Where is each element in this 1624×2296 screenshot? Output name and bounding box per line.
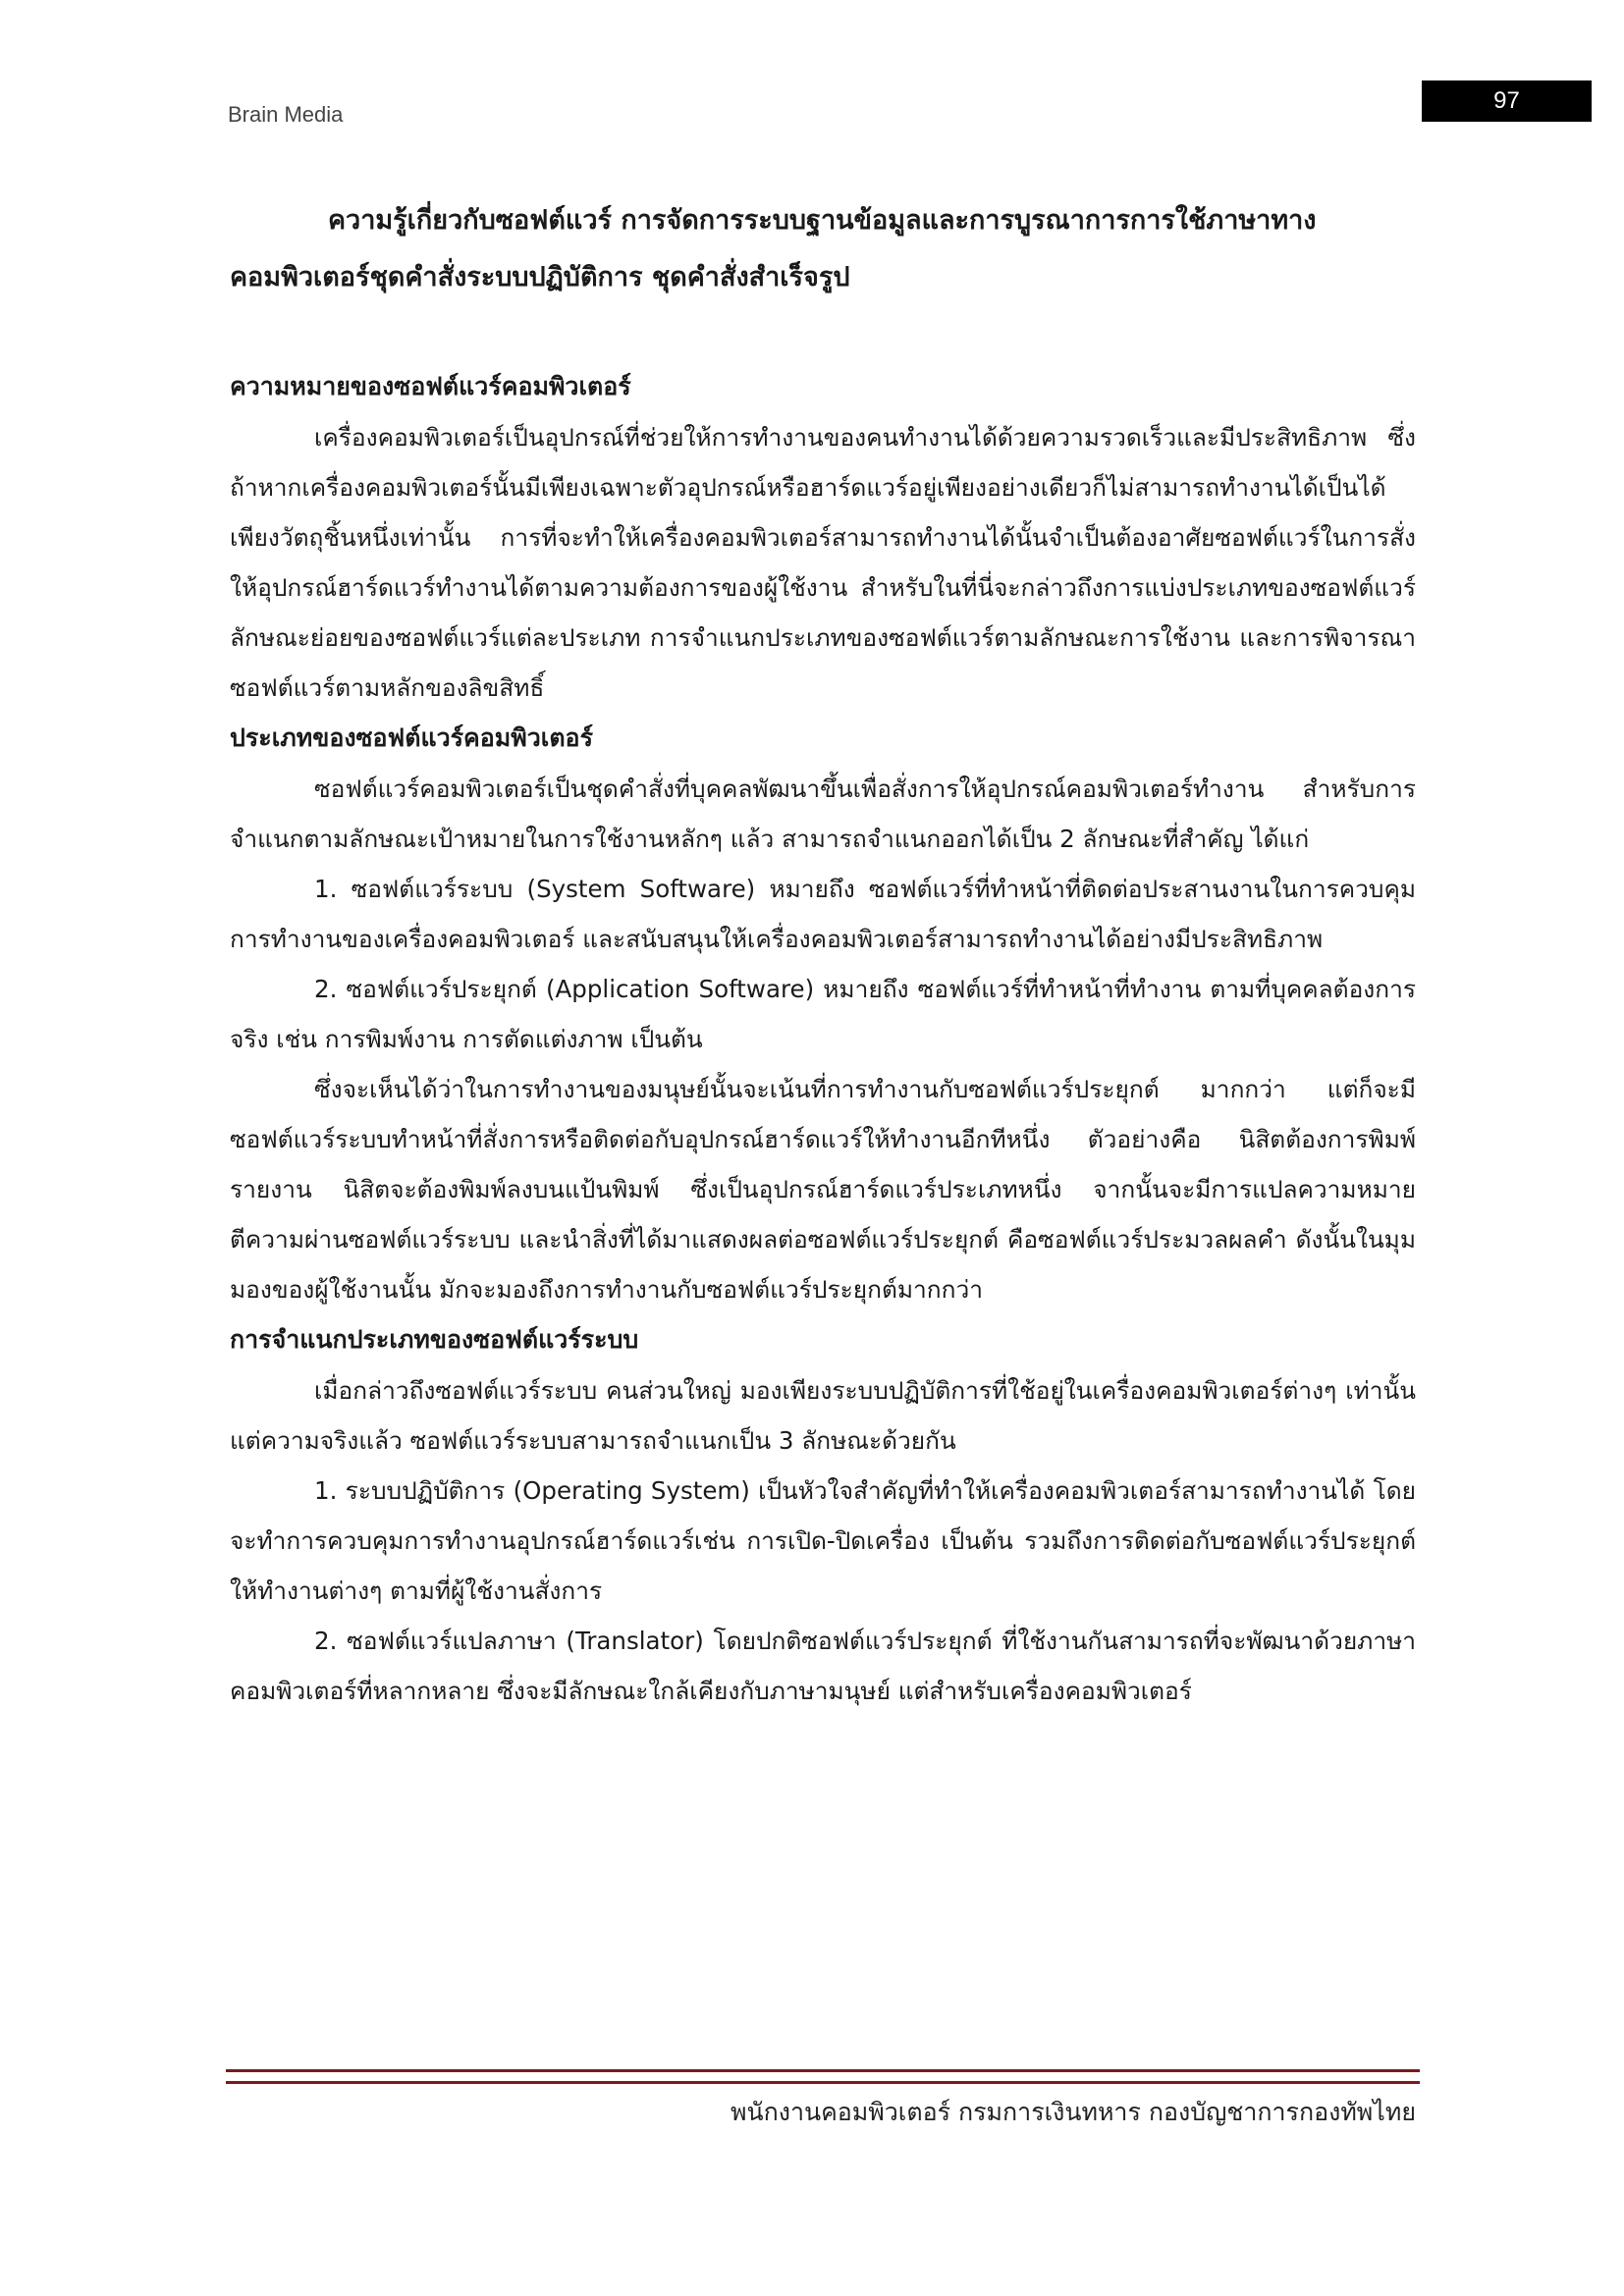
section-heading: ความหมายของซอฟต์แวร์คอมพิวเตอร์: [230, 372, 631, 400]
paragraph: ซึ่งจะเห็นได้ว่าในการทำงานของมนุษย์นั้นจะเน้นที่การทำงานกับซอฟต์แวร์ประยุกต์ มากกว่า แต่ก็จะมีซอฟต์แวร์ระบบทำหน้าที่สั่งการหรือติดต่อกับอุปกรณ์ฮาร์ดแวร์ให้ทำงานอีกทีหนึ่ง ตัวอย่างคือ นิสิตต้องการพิมพ์รายงาน นิสิตจะต้องพิมพ์ลงบนแป้นพิมพ์ ซึ่งเป็นอุปกรณ์ฮาร์ดแวร์ประเภทหนึ่ง จากนั้นจะมีการแปลความหมายตีความผ่านซอฟต์แวร์ระบบ และนำสิ่งที่ได้มาแสดงผลต่อซอฟต์แวร์ประยุกต์ คือซอฟต์แวร์ประมวลผลคำ ดังนั้นในมุมมองของผู้ใช้งานนั้น มักจะมองถึงการทำงานกับซอฟต์แวร์ประยุกต์มากกว่า: [230, 1075, 1416, 1304]
paragraph: 2. ซอฟต์แวร์ประยุกต์ (Application Software) หมายถึง ซอฟต์แวร์ที่ทำหน้าที่ทำงาน ตามที่บุคคลต้องการจริง เช่น การพิมพ์งาน การตัดแต่งภาพ เป็นต้น: [230, 975, 1416, 1053]
document-body: [230, 192, 1416, 1716]
section-heading: การจำแนกประเภทของซอฟต์แวร์ระบบ: [230, 1325, 639, 1354]
paragraph: 1. ซอฟต์แวร์ระบบ (System Software) หมายถึง ซอฟต์แวร์ที่ทำหน้าที่ติดต่อประสานงานในการควบคุมการทำงานของเครื่องคอมพิวเตอร์ และสนับสนุนให้เครื่องคอมพิวเตอร์สามารถทำงานได้อย่างมีประสิทธิภาพ: [230, 875, 1416, 953]
paragraph: เครื่องคอมพิวเตอร์เป็นอุปกรณ์ที่ช่วยให้การทำงานของคนทำงานได้ด้วยความรวดเร็วและมีประสิทธิภาพ ซึ่งถ้าหากเครื่องคอมพิวเตอร์นั้นมีเพียงเฉพาะตัวอุปกรณ์หรือฮาร์ดแวร์อยู่เพียงอย่างเดียวก็ไม่สามารถทำงานได้เป็นได้เพียงวัตถุชิ้นหนึ่งเท่านั้น การที่จะทำให้เครื่องคอมพิวเตอร์สามารถทำงานได้นั้นจำเป็นต้องอาศัยซอฟต์แวร์ในการสั่งให้อุปกรณ์ฮาร์ดแวร์ทำงานได้ตามความต้องการของผู้ใช้งาน สำหรับในที่นี่จะกล่าวถึงการแบ่งประเภทของซอฟต์แวร์ ลักษณะย่อยของซอฟต์แวร์แต่ละประเภท การจำแนกประเภทของซอฟต์แวร์ตามลักษณะการใช้งาน และการพิจารณาซอฟต์แวร์ตามหลักของลิขสิทธิ์: [230, 423, 1416, 702]
paragraph: ซอฟต์แวร์คอมพิวเตอร์เป็นชุดคำสั่งที่บุคคลพัฒนาขึ้นเพื่อสั่งการให้อุปกรณ์คอมพิวเตอร์ทำงาน สำหรับการจำแนกตามลักษณะเป้าหมายในการใช้งานหลักๆ แล้ว สามารถจำแนกออกได้เป็น 2 ลักษณะที่สำคัญ ได้แก่: [230, 774, 1416, 853]
paragraph: เมื่อกล่าวถึงซอฟต์แวร์ระบบ คนส่วนใหญ่ มองเพียงระบบปฏิบัติการที่ใช้อยู่ในเครื่องคอมพิวเตอร์ต่างๆ เท่านั้น แต่ความจริงแล้ว ซอฟต์แวร์ระบบสามารถจำแนกเป็น 3 ลักษณะด้วยกัน: [230, 1376, 1416, 1455]
page-number: 97: [1422, 80, 1592, 122]
footer-divider: [226, 2069, 1420, 2084]
document-title: ความรู้เกี่ยวกับซอฟต์แวร์ การจัดการระบบฐานข้อมูลและการบูรณาการการใช้ภาษาทางคอมพิวเตอร์ชุดคำสั่งระบบปฏิบัติการ ชุดคำสั่งสำเร็จรูป: [230, 205, 1317, 293]
paragraph: 2. ซอฟต์แวร์แปลภาษา (Translator) โดยปกติซอฟต์แวร์ประยุกต์ ที่ใช้งานกันสามารถที่จะพัฒนาด้วยภาษาคอมพิวเตอร์ที่หลากหลาย ซึ่งจะมีลักษณะใกล้เคียงกับภาษามนุษย์ แต่สำหรับเครื่องคอมพิวเตอร์: [230, 1627, 1416, 1705]
publisher-label: Brain Media: [228, 102, 344, 127]
footer-organization: พนักงานคอมพิวเตอร์ กรมการเงินทหาร กองบัญชาการกองทัพไทย: [731, 2098, 1416, 2126]
paragraph: 1. ระบบปฏิบัติการ (Operating System) เป็นหัวใจสำคัญที่ทำให้เครื่องคอมพิวเตอร์สามารถทำงานได้ โดยจะทำการควบคุมการทำงานอุปกรณ์ฮาร์ดแวร์เช่น การเปิด-ปิดเครื่อง เป็นต้น รวมถึงการติดต่อกับซอฟต์แวร์ประยุกต์ให้ทำงานต่างๆ ตามที่ผู้ใช้งานสั่งการ: [230, 1476, 1416, 1605]
section-heading: ประเภทของซอฟต์แวร์คอมพิวเตอร์: [230, 723, 593, 752]
